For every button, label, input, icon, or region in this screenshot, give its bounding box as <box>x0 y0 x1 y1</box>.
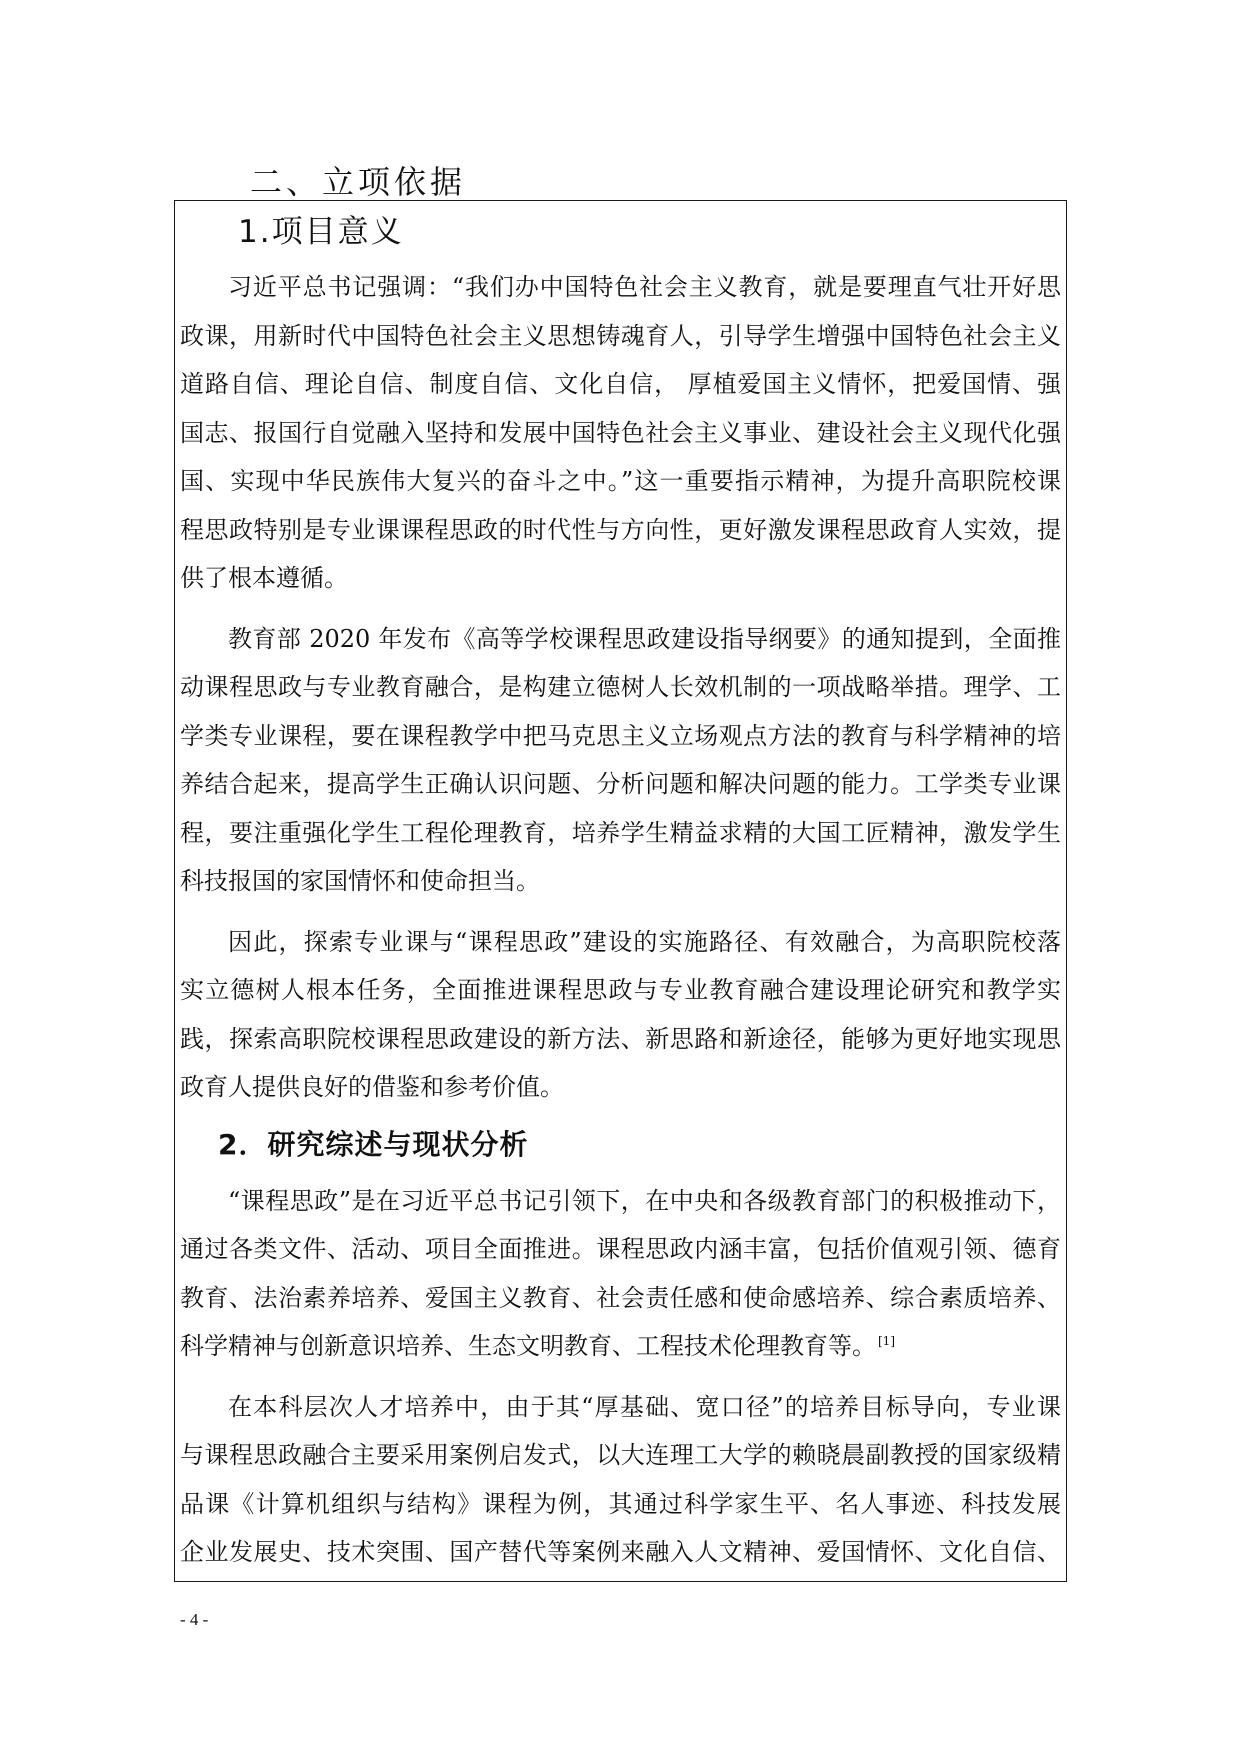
text-line <box>180 1383 1061 1432</box>
line-text: 教育部 2020 年发布《高等学校课程思政建设指导纲要》的通知提到，全面推 <box>228 624 1061 653</box>
paragraph <box>180 1383 1061 1577</box>
paragraph <box>180 1177 1061 1371</box>
text-line <box>180 712 1061 761</box>
text-line <box>180 312 1061 361</box>
line-text: 因此，探索专业课与“课程思政”建设的实施路径、有效融合，为高职院校落 <box>228 927 1061 956</box>
section-title: 二、立项依据 <box>250 163 467 201</box>
line-text: 实立德树人根本任务，全面推进课程思政与专业教育融合建设理论研究和教学实 <box>180 976 1061 1004</box>
text-line <box>180 663 1061 712</box>
line-text: 通过各类文件、活动、项目全面推进。课程思政内涵丰富，包括价值观引领、德育 <box>180 1235 1061 1263</box>
text-line <box>180 1274 1061 1323</box>
page-number: - 4 - <box>180 1610 209 1629</box>
paragraph <box>180 263 1061 603</box>
text-line <box>180 409 1061 458</box>
line-text: 程思政特别是专业课课程思政的时代性与方向性，更好激发课程思政育人实效，提 <box>180 515 1061 544</box>
text-line <box>180 1063 1061 1112</box>
line-text: 践，探索高职院校课程思政建设的新方法、新思路和新途径，能够为更好地实现思 <box>180 1024 1061 1053</box>
line-text: 程，要注重强化学生工程伦理教育，培养学生精益求精的大国工匠精神，激发学生 <box>180 818 1061 847</box>
text-line <box>180 1431 1061 1480</box>
line-text: 国、实现中华民族伟大复兴的奋斗之中。”这一重要指示精神，为提升高职院校课 <box>180 467 1061 495</box>
citation-marker: [1] <box>878 1334 895 1348</box>
line-text: 道路自信、理论自信、制度自信、文化自信， 厚植爱国主义情怀，把爱国情、强 <box>180 370 1061 398</box>
line-text: 习近平总书记强调：“我们办中国特色社会主义教育，就是要理直气壮开好思 <box>228 273 1061 301</box>
text-line <box>180 760 1061 809</box>
text-line <box>180 966 1061 1015</box>
text-line <box>180 1480 1061 1529</box>
text-line <box>180 360 1061 409</box>
line-text: 品课《计算机组织与结构》课程为例，其通过科学家生平、名人事迹、科技发展 <box>180 1489 1061 1518</box>
line-text: 在本科层次人才培养中，由于其“厚基础、宽口径”的培养目标导向，专业课 <box>228 1392 1061 1421</box>
paragraph <box>180 918 1061 1112</box>
text-line <box>180 506 1061 555</box>
line-text: 动课程思政与专业教育融合，是构建立德树人长效机制的一项战略举措。理学、工 <box>180 673 1061 701</box>
text-line <box>180 918 1061 967</box>
line-text: 养结合起来，提高学生正确认识问题、分析问题和解决问题的能力。工学类专业课 <box>180 770 1061 798</box>
line-text: 国志、报国行自觉融入坚持和发展中国特色社会主义事业、建设社会主义现代化强 <box>180 418 1061 447</box>
line-text: 供了根本遵循。 <box>180 564 348 592</box>
line-text: “课程思政”是在习近平总书记引领下，在中央和各级教育部门的积极推动下， <box>228 1186 1061 1215</box>
text-line <box>180 457 1061 506</box>
line-text: 科技报国的家国情怀和使命担当。 <box>180 867 540 895</box>
line-text: 与课程思政融合主要采用案例启发式，以大连理工大学的赖晓晨副教授的国家级精 <box>180 1441 1061 1469</box>
text-line <box>180 615 1061 664</box>
text-line <box>180 1015 1061 1064</box>
line-text: 政课，用新时代中国特色社会主义思想铸魂育人，引导学生增强中国特色社会主义 <box>180 321 1061 350</box>
subsection-heading: 1.项目意义 <box>238 214 404 250</box>
text-line <box>180 1177 1061 1226</box>
content-frame <box>174 200 1067 1582</box>
text-line <box>180 263 1061 312</box>
subsection-heading: 2．研究综述与现状分析 <box>218 1127 529 1161</box>
text-line <box>180 554 1061 603</box>
line-text: 科学精神与创新意识培养、生态文明教育、工程技术伦理教育等。 <box>180 1332 876 1360</box>
text-line <box>180 1528 1061 1577</box>
line-text: 企业发展史、技术突围、国产替代等案例来融入人文精神、爱国情怀、文化自信、 <box>180 1538 1061 1566</box>
line-text: 学类专业课程，要在课程教学中把马克思主义立场观点方法的教育与科学精神的培 <box>180 721 1061 750</box>
text-line <box>180 1225 1061 1274</box>
paragraph <box>180 615 1061 906</box>
line-text: 政育人提供良好的借鉴和参考价值。 <box>180 1073 564 1101</box>
text-line <box>180 857 1061 906</box>
text-line <box>180 1322 1061 1371</box>
text-line <box>180 809 1061 858</box>
line-text: 教育、法治素养培养、爱国主义教育、社会责任感和使命感培养、综合素质培养、 <box>180 1283 1061 1312</box>
